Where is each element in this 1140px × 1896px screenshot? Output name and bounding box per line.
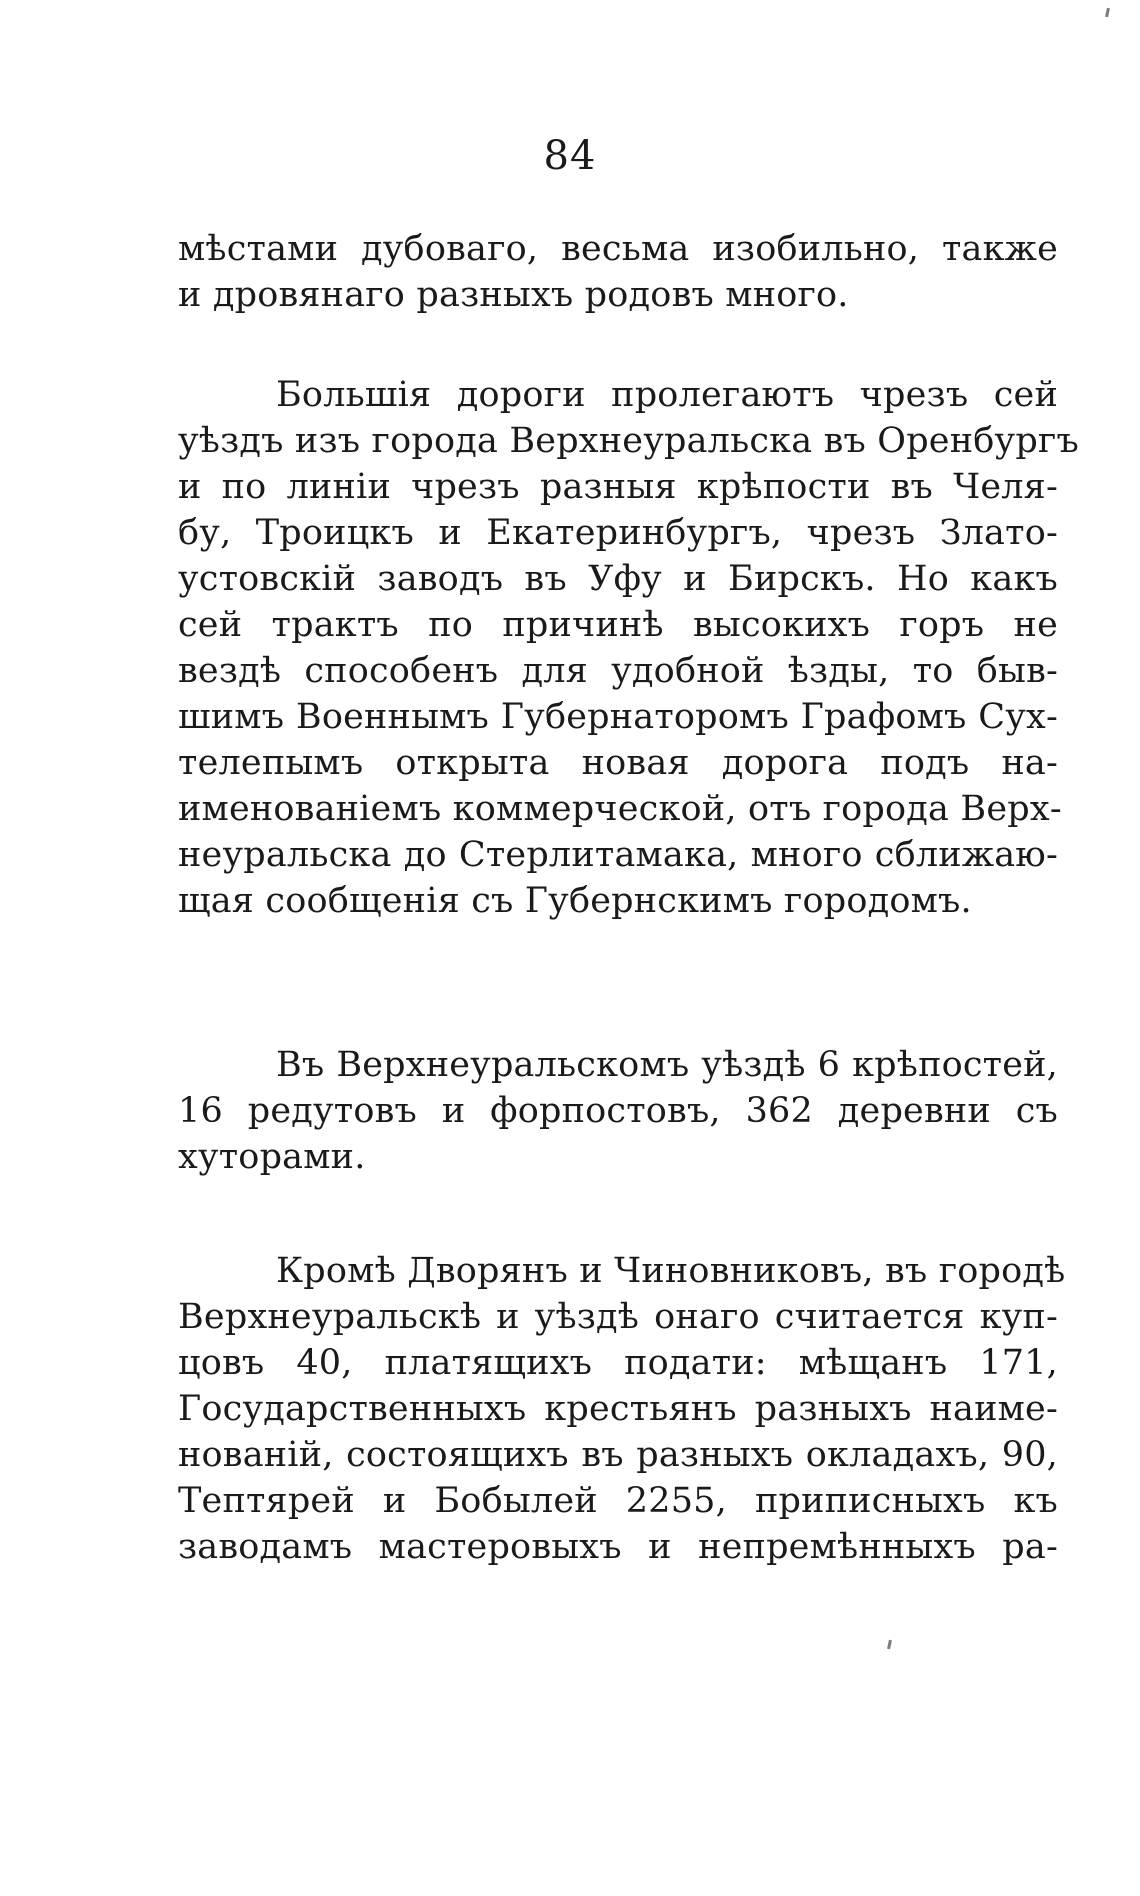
page-number: 84 — [543, 133, 597, 179]
text-line: 16 редутовъ и форпостовъ, 362 деревни съ — [178, 1091, 1058, 1131]
text-line: телепымъ открыта новая дорога подъ на- — [178, 743, 1058, 783]
text-line: вездѣ способенъ для удобной ѣзды, то быв- — [178, 651, 1058, 691]
text-line: шимъ Военнымъ Губернаторомъ Графомъ Сух- — [178, 697, 1058, 737]
print-speck — [1105, 8, 1110, 17]
text-line: именованіемъ коммерческой, отъ города Верх- — [178, 789, 1062, 829]
print-speck — [887, 1640, 892, 1649]
text-line: Кромѣ Дворянъ и Чиновниковъ, въ городѣ — [276, 1251, 1066, 1291]
text-line: Государственныхъ крестьянъ разныхъ наиме- — [178, 1389, 1058, 1429]
text-line: Большія дороги пролегаютъ чрезъ сей — [276, 375, 1058, 415]
text-line: и по линіи чрезъ разныя крѣпости въ Челя- — [178, 467, 1058, 507]
text-line: бу, Троицкъ и Екатеринбургъ, чрезъ Злато- — [178, 513, 1058, 553]
text-line: устовскій заводъ въ Уфу и Бирскъ. Но какъ — [178, 559, 1058, 599]
paragraph-3 — [178, 1042, 1058, 1180]
text-line: цовъ 40, платящихъ подати: мѣщанъ 171, — [178, 1343, 1058, 1383]
text-line: мѣстами дубоваго, весьма изобильно, также — [178, 229, 1058, 269]
text-line: заводамъ мастеровыхъ и непремѣнныхъ ра- — [178, 1527, 1058, 1567]
text-line: уѣздъ изъ города Верхнеуральска въ Оренбургъ — [178, 421, 1079, 461]
text-line: Тептярей и Бобылей 2255, приписныхъ къ — [178, 1481, 1058, 1521]
text-line: сей трактъ по причинѣ высокихъ горъ не — [178, 605, 1058, 645]
text-line: Въ Верхнеуральскомъ уѣздѣ 6 крѣпостей, — [276, 1045, 1058, 1085]
text-line: Верхнеуральскѣ и уѣздѣ онаго считается куп- — [178, 1297, 1058, 1337]
paragraph-4 — [178, 1248, 1066, 1570]
paragraph-1 — [178, 226, 1058, 318]
text-line: хуторами. — [178, 1137, 366, 1177]
text-line: неуральска до Стерлитамака, много сближаю- — [178, 835, 1058, 875]
text-line: нованій, состоящихъ въ разныхъ окладахъ, 90, — [178, 1435, 1058, 1475]
text-line: и дровянаго разныхъ родовъ много. — [178, 275, 849, 315]
text-line: щая сообщенія съ Губернскимъ городомъ. — [178, 881, 972, 921]
paragraph-2 — [178, 372, 1079, 924]
